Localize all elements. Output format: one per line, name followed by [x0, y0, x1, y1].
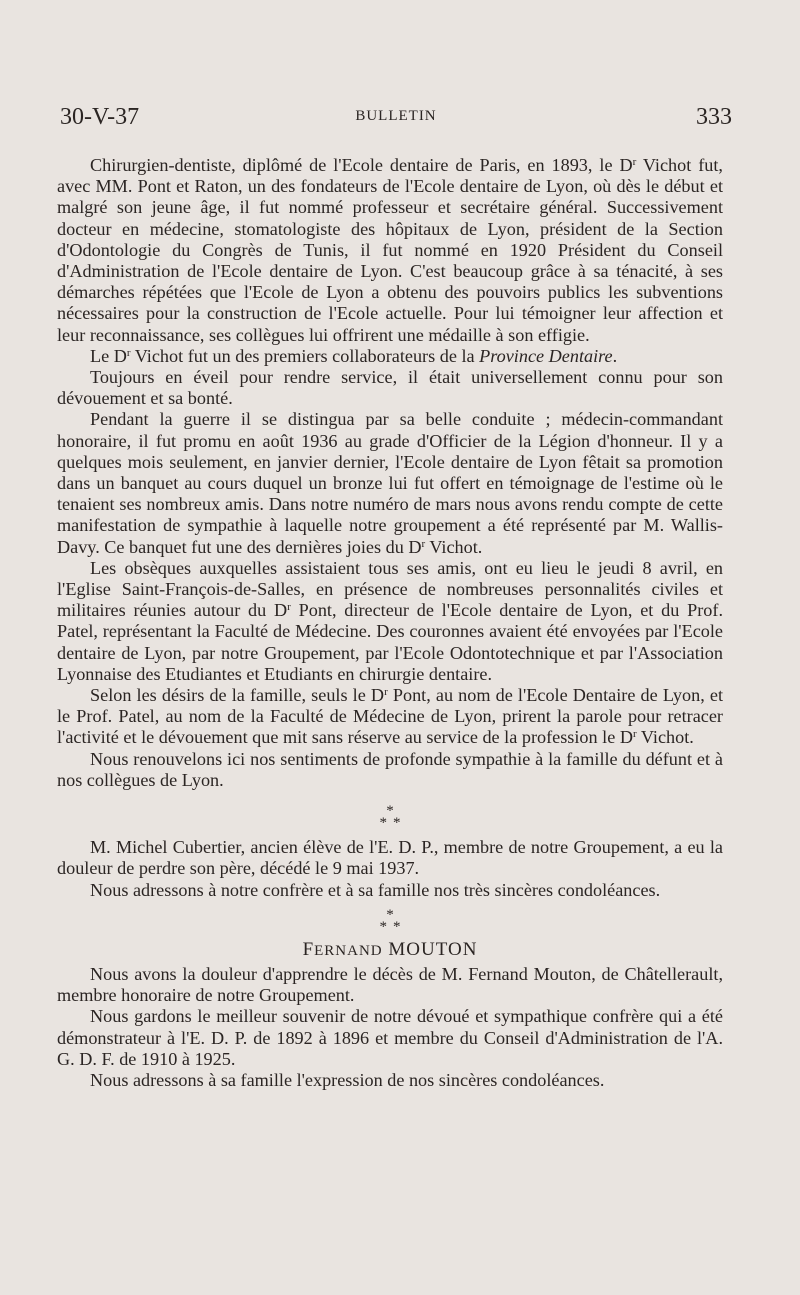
running-header: [60, 104, 732, 134]
paragraph-6: Selon les désirs de la famille, seuls le $D^r$ Pont, au nom de l'Ecole Dentaire de Lyon, et le Prof. Patel, au nom de la Faculté de Médecine de Lyon, prirent la parole pour retracer l'activité et le dévouement que mit sans réserve au service de la profession le $D^r$ Vichot.: [57, 685, 724, 748]
asterism-separator-1: * **: [379, 803, 407, 832]
paragraph-3: Toujours en éveil pour rendre service, il était universellement connu pour son dévouement et sa bonté.: [57, 367, 723, 409]
paragraph-11: Nous gardons le meilleur souvenir de notre dévoué et sympathique confrère qui a été démonstrateur à l'E. D. P. de 1892 à 1896 et membre du Conseil d'Administration de l'A. G. D. F. de 1910 à 1925.: [57, 1006, 723, 1069]
page-number: 333: [696, 104, 732, 130]
paragraph-7: Nous renouvelons ici nos sentiments de profonde sympathie à la famille du défunt et à nos collègues de Lyon.: [57, 748, 723, 790]
paragraph-10: Nous avons la douleur d'apprendre le décès de M. Fernand Mouton, de Châtellerault, membre honoraire de notre Groupement.: [57, 963, 723, 1006]
paragraph-1: Chirurgien-dentiste, diplômé de l'Ecole dentaire de Paris, en 1893, le $D^r$ Vichot fut, avec MM. Pont et Raton, un des fondateurs de l'Ecole dentaire de Lyon, où dès le début et malgré son jeune âge, il fut nommé professeur et secrétaire général. Successivement docteur en médecine, stomatologiste des hôpitaux de Lyon, président de la Section d'Odontologie du Congrès de Tunis, il fut nommé en 1920 Président du Conseil d'Administration de l'Ecole dentaire de Lyon. C'est beaucoup grâce à sa ténacité, à ses démarches répétées que l'Ecole de Lyon a obtenu des pouvoirs publics les subventions nécessaires pour la construction de l'Ecole actuelle. Pour lui témoigner leur affection et leur reconnaissance, ses collègues lui offrirent une médaille à son effigie.: [57, 155, 723, 345]
journal-name-italic: Province Dentaire: [479, 345, 613, 366]
paragraph-12: Nous adressons à sa famille l'expression de nos sincères condoléances.: [90, 1069, 605, 1090]
article-body: [57, 155, 723, 1091]
paragraph-4: Pendant la guerre il se distingua par sa belle conduite ; médecin-commandant honoraire, il fut promu en août 1936 au grade d'Officier de la Légion d'honneur. Il y a quelques mois seulement, en janvier dernier, l'Ecole dentaire de Lyon fêtait sa promotion dans un banquet au cours duquel un bronze lui fut offert en témoignage de l'estime où le tenaient ses nombreux amis. Dans notre numéro de mars nous avons rendu compte de cette manifestation de sympathie à laquelle notre groupement a été représenté par M. Wallis-Davy. Ce banquet fut une des dernières joies du $D^r$ Vichot.: [57, 409, 723, 557]
journal-title: BULLETIN: [355, 108, 437, 124]
asterism-separator-2: * **: [379, 906, 407, 935]
paragraph-2: Le $D^r$ Vichot fut un des premiers collaborateurs de la Province Dentaire.: [90, 345, 618, 366]
section-title: FERNAND MOUTON: [302, 938, 478, 960]
paragraph-5: Les obsèques auxquelles assistaient tous ses amis, ont eu lieu le jeudi 8 avril, en l'Eglise Saint-François-de-Salles, en présence de nombreuses personnalités civiles et militaires réunies autour du $D^r$ Pont, directeur de l'Ecole dentaire de Lyon, et du Prof. Patel, représentant la Faculté de Médecine. Des couronnes avaient été envoyées par l'Ecole dentaire de Lyon, par notre Groupement, par l'Ecole Odontotechnique et par l'Association Lyonnaise des Etudiantes et Etudiants en chirurgie dentaire.: [57, 557, 723, 684]
issue-date: 30-V-37: [60, 104, 140, 130]
paragraph-8: M. Michel Cubertier, ancien élève de l'E. D. P., membre de notre Groupement, a eu la douleur de perdre son père, décédé le 9 mai 1937.: [57, 837, 723, 879]
paragraph-9: Nous adressons à notre confrère et à sa famille nos très sincères condoléances.: [90, 879, 661, 900]
